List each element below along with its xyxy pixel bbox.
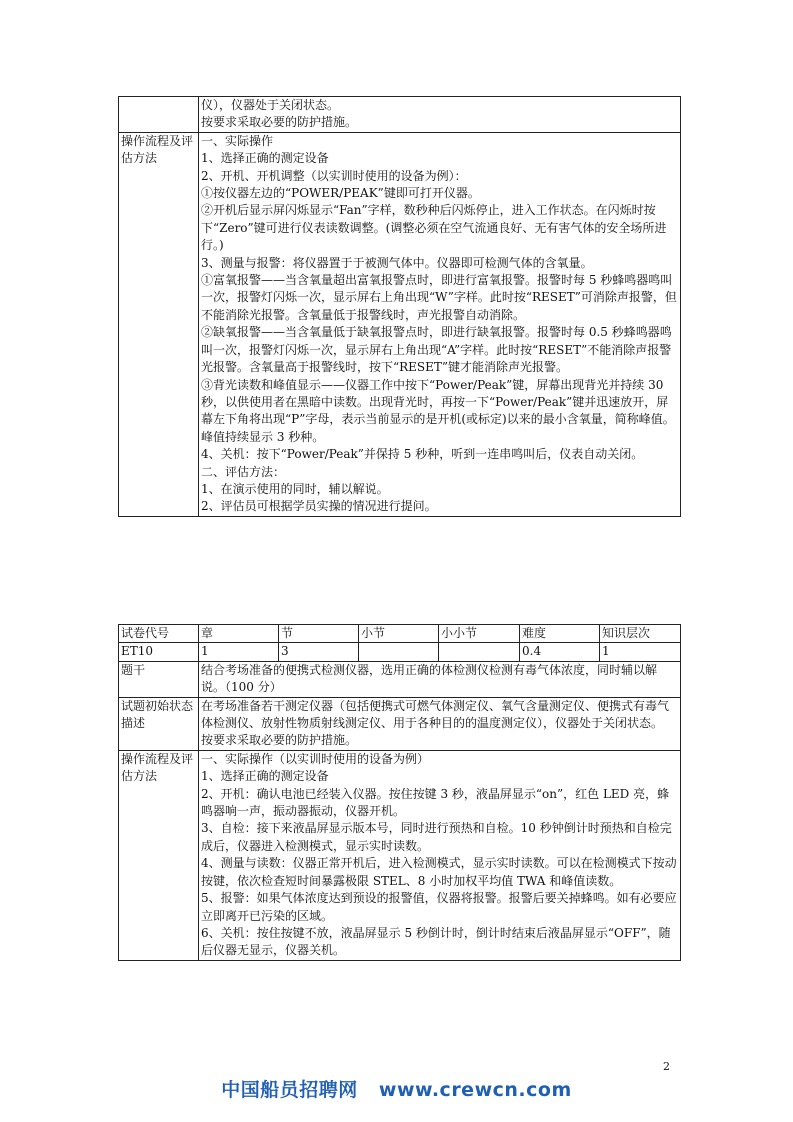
footer-url[interactable]: www.crewcn.com bbox=[378, 1079, 572, 1101]
value-cell-paper-code: ET10 bbox=[119, 643, 199, 661]
value-cell-section: 3 bbox=[279, 643, 359, 661]
header-cell-chapter: 章 bbox=[199, 625, 279, 643]
text-line: 4、测量与读数：仪器正常开机后，进入检测模式，显示实时读数。可以在检测模式下按动按键，依次检查短时间暴露极限 STEL、8 小时加权平均值 TWA 和峰值读数。 bbox=[201, 856, 677, 888]
initial-state-content bbox=[199, 697, 681, 750]
value-cell-sub-subsection bbox=[439, 643, 520, 661]
value-cell-subsection bbox=[359, 643, 439, 661]
exam-question-table bbox=[118, 624, 681, 961]
text-line: 3、测量与报警：将仪器置于于被测气体中。仪器即可检测气体的含氧量。 bbox=[201, 255, 593, 270]
text-line: 按要求采取必要的防护措施。 bbox=[201, 115, 358, 130]
text-line: ①富氧报警——当含氧量超出富氧报警点时，即进行富氧报警。报警时每 5 秒蜂鸣器鸣叫一次，报警灯闪烁一次，显示屏右上角出现“W”字样。此时按“RESET”可消除声报警，但不能消除光报警。含氧量低于报警线时，声光报警自动消除。 bbox=[201, 273, 677, 322]
text-line: 二、评估方法： bbox=[201, 464, 286, 479]
text-line: 按要求采取必要的防护措施。 bbox=[201, 733, 358, 748]
text-line: 6、关机：按住按键不放，液晶屏显示 5 秒倒计时，倒计时结束后液晶屏显示“OFF”，随后仪器无显示，仪器关机。 bbox=[201, 925, 671, 958]
procedure-label: 操作流程及评估方法 bbox=[119, 750, 199, 960]
procedure-row bbox=[119, 132, 681, 516]
text-line: 2、开机：确认电池已经装入仪器。按住按键 3 秒，液晶屏显示“on”，红色 LED 亮，蜂鸣器响一声，振动器振动，仪器开机。 bbox=[201, 786, 670, 819]
initial-state-label: 试题初始状态描述 bbox=[119, 697, 199, 750]
page-number: 2 bbox=[663, 1060, 670, 1073]
text-line: 2、评估员可根据学员实操的情况进行提问。 bbox=[201, 499, 437, 514]
text-line: 2、开机、开机调整（以实训时使用的设备为例）： bbox=[201, 168, 467, 183]
text-line: 3、自检：接下来液晶屏显示版本号，同时进行预热和自检。10 秒钟倒计时预热和自检完成后，仪器进入检测模式，显示实时读数。 bbox=[201, 821, 672, 853]
header-cell-difficulty: 难度 bbox=[520, 625, 600, 643]
text-line: ②缺氧报警——当含氧量低于缺氧报警点时，即进行缺氧报警。报警时每 0.5 秒蜂鸣器鸣叫一次，报警灯闪烁一次，显示屏右上角出现“A”字样。此时按“RESET”不能消除声报警光报警。含氧量高于报警线时，按下“RESET”键才能消除声光报警。 bbox=[201, 325, 672, 375]
text-line: 4、关机：按下“Power/Peak”并保持 5 秒种，听到一连串鸣叫后，仪表自动关闭。 bbox=[201, 447, 644, 462]
header-cell-paper-code: 试卷代号 bbox=[119, 625, 199, 643]
initial-state-continuation-row bbox=[119, 97, 681, 133]
text-line: 一、实际操作（以实训时使用的设备为例） bbox=[201, 751, 430, 766]
header-cell-sub-subsection: 小小节 bbox=[439, 625, 520, 643]
header-cell-knowledge-level: 知识层次 bbox=[600, 625, 681, 643]
text-line: 1、选择正确的测定设备 bbox=[201, 769, 329, 784]
text-line: 仪），仪器处于关闭状态。 bbox=[201, 98, 340, 112]
empty-label-cell bbox=[119, 97, 199, 133]
procedure-table-continued bbox=[118, 96, 681, 517]
text-line: 1、选择正确的测定设备 bbox=[201, 151, 329, 166]
values-row bbox=[119, 643, 681, 661]
stem-label: 题干 bbox=[119, 661, 199, 697]
value-cell-difficulty: 0.4 bbox=[520, 643, 600, 661]
text-line: ②开机后显示屏闪烁显示“Fan”字样，数秒种后闪烁停止，进入工作状态。在闪烁时按下“Zero”键可进行仪表读数调整。(调整必须在空气流通良好、无有害气体的安全场所进行。) bbox=[201, 203, 667, 253]
procedure-content bbox=[199, 750, 681, 960]
header-cell-subsection: 小节 bbox=[359, 625, 439, 643]
stem-content: 结合考场准备的便携式检测仪器，选用正确的体检测仪检测有毒气体浓度，同时辅以解说。（100 分） bbox=[199, 661, 681, 697]
value-cell-chapter: 1 bbox=[199, 643, 279, 661]
header-row bbox=[119, 625, 681, 643]
text-line: 在考场准备若干测定仪器（包括便携式可燃气体测定仪、氧气含量测定仪、便携式有毒气体检测仪、放射性物质射线测定仪、用于各种目的的温度测定仪），仪器处于关闭状态。 bbox=[201, 698, 670, 731]
value-cell-knowledge-level: 1 bbox=[600, 643, 681, 661]
procedure-label: 操作流程及评估方法 bbox=[119, 132, 199, 516]
footer-watermark bbox=[0, 1075, 793, 1102]
procedure-content bbox=[199, 132, 681, 516]
text-line: 1、在演示使用的同时，辅以解说。 bbox=[201, 481, 389, 496]
initial-state-continuation-cell bbox=[199, 97, 681, 133]
text-line: ①按仪器左边的“POWER/PEAK”键即可打开仪器。 bbox=[201, 186, 480, 201]
text-line: 5、报警：如果气体浓度达到预设的报警值，仪器将报警。报警后要关掉蜂鸣。如有必要应立即离开已污染的区域。 bbox=[201, 891, 677, 923]
stem-row bbox=[119, 661, 681, 697]
initial-state-row bbox=[119, 697, 681, 750]
header-cell-section: 节 bbox=[279, 625, 359, 643]
footer-site-name: 中国船员招聘网 bbox=[221, 1079, 358, 1101]
procedure-row bbox=[119, 750, 681, 960]
text-line: 一、实际操作 bbox=[201, 133, 274, 148]
text-line: ③背光读数和峰值显示——仪器工作中按下“Power/Peak”键，屏幕出现背光并持续 30 秒，以供使用者在黑暗中读数。出现背光时，再按一下“Power/Peak”键并迅速放开，屏幕左下角将出现“P”字母，表示当前显示的是开机(或标定)以来的最小含氧量，简称峰值。峰值持续显示 3 秒种。 bbox=[201, 377, 675, 444]
